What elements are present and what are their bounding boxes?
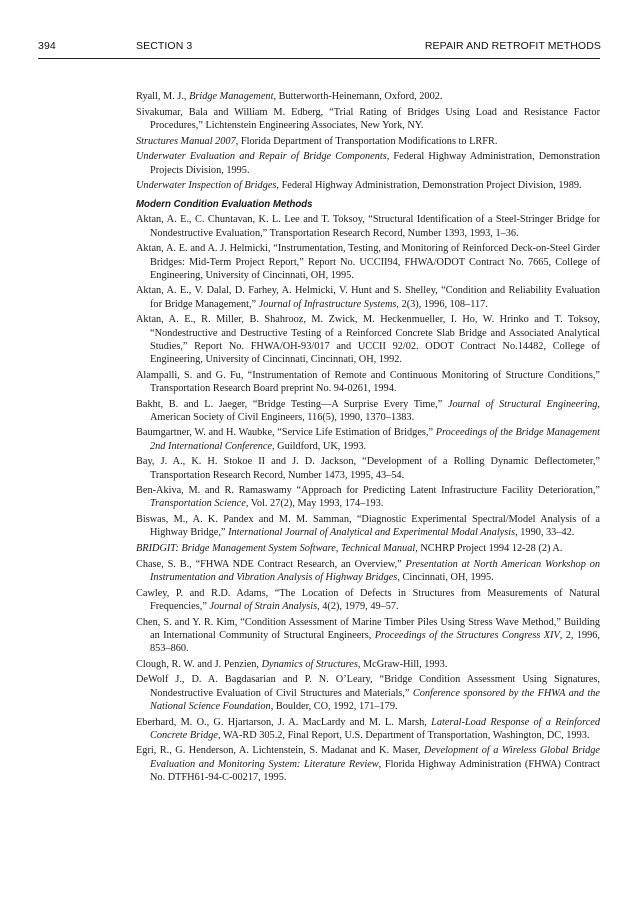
reference-entry bbox=[136, 658, 600, 671]
reference-details: , American Society of Civil Engineers, 116(5), 1990, 1370–1383. bbox=[150, 398, 600, 423]
page-number: 394 bbox=[38, 40, 56, 52]
reference-entry bbox=[136, 616, 600, 656]
reference-entry bbox=[136, 426, 600, 452]
reference-details: , 1990, 33–42. bbox=[515, 527, 575, 539]
chapter-title: REPAIR AND RETROFIT METHODS bbox=[424, 40, 601, 52]
reference-text: Aktan, A. E., C. Chuntavan, K. L. Lee and T. Toksoy, “Structural Identification of a Steel-Stringer Bridge for Nondestructive Evaluation,” Transportation Research Record, Number 1393, 1993, 1–36. bbox=[136, 214, 600, 239]
reference-text: Alampalli, S. and G. Fu, “Instrumentation of Remote and Continuous Monitoring of Structure Conditions,” Transportation Research Board preprint No. 94-0261, 1994. bbox=[136, 369, 600, 394]
reference-entry bbox=[136, 513, 600, 539]
reference-entry bbox=[136, 484, 600, 510]
reference-text: Bay, J. A., K. H. Stokoe II and J. D. Jackson, “Development of a Rolling Dynamic Deflectometer,” Transportation Research Record, Number 1473, 1995, 43–54. bbox=[136, 456, 600, 481]
reference-entry bbox=[136, 284, 600, 310]
reference-details: , Florida Department of Transportation Modifications to LRFR. bbox=[235, 135, 498, 147]
reference-entry bbox=[136, 135, 600, 148]
reference-text: Cawley, P. and R.D. Adams, “The Location of Defects in Structures from Measurements of Natural Frequencies,” bbox=[136, 587, 600, 612]
header-rule bbox=[38, 58, 600, 59]
reference-entry bbox=[136, 106, 600, 132]
section-subheading: Modern Condition Evaluation Methods bbox=[136, 198, 313, 211]
reference-details: , Federal Highway Administration, Demonstration Projects Division, 1995. bbox=[150, 151, 600, 176]
reference-entry bbox=[136, 744, 600, 784]
reference-title: Journal of Structural Engineering bbox=[447, 398, 598, 410]
reference-details: , Guildford, UK, 1993. bbox=[272, 440, 367, 452]
reference-text: Chase, S. B., “FHWA NDE Contract Research, an Overview,” bbox=[136, 558, 406, 570]
reference-title: Structures Manual 2007 bbox=[136, 135, 236, 147]
reference-title: Transportation Science bbox=[150, 498, 246, 510]
reference-title: Development of a Wireless Global Bridge Evaluation and Monitoring System: Literature Review bbox=[150, 745, 600, 770]
reference-details: , 2(3), 1996, 108–117. bbox=[396, 298, 488, 310]
reference-text: Chen, S. and Y. R. Kim, “Condition Assessment of Marine Timber Piles Using Stress Wave Method,” Building an International Community of Structural Engineers, bbox=[136, 616, 600, 641]
reference-title: Journal of Strain Analysis bbox=[209, 600, 318, 612]
reference-entry bbox=[136, 587, 600, 613]
reference-text: Biswas, M., A. K. Pandex and M. M. Samman, “Diagnostic Experimental Spectral/Model Analysis of a Highway Bridge,” bbox=[136, 514, 600, 539]
reference-entry bbox=[136, 313, 600, 366]
reference-text: Egri, R., G. Henderson, A. Lichtenstein, S. Madanat and K. Maser, bbox=[136, 745, 424, 757]
reference-details: , McGraw-Hill, 1993. bbox=[357, 658, 448, 670]
reference-entry bbox=[136, 716, 600, 742]
reference-text: Bakht, B. and L. Jaeger, “Bridge Testing—A Surprise Every Time,” bbox=[136, 398, 448, 410]
reference-details: , Cincinnati, OH, 1995. bbox=[397, 572, 494, 583]
reference-text: Baumgartner, W. and H. Waubke, “Service Life Estimation of Bridges,” bbox=[136, 427, 436, 439]
reference-text: Aktan, A. E., V. Dalal, D. Farhey, A. Helmicki, V. Hunt and S. Shelley, “Condition and Reliability Evaluation for Bridge Management,” bbox=[136, 285, 600, 310]
reference-title: Bridge Management bbox=[189, 91, 274, 102]
reference-text: Clough, R. W. and J. Penzien, bbox=[136, 658, 262, 670]
reference-details: , WA-RD 305.2, Final Report, U.S. Department of Transportation, Washington, DC, 1993. bbox=[217, 729, 590, 741]
reference-title: Underwater Evaluation and Repair of Bridge Components bbox=[136, 151, 387, 163]
running-header bbox=[0, 40, 641, 60]
reference-entry bbox=[136, 542, 600, 555]
reference-entry bbox=[136, 213, 600, 239]
reference-title: Presentation at North American Workshop on Instrumentation and Vibration Analysis of Highway Bridges bbox=[150, 558, 600, 583]
reference-details: , Butterworth-Heinemann, Oxford, 2002. bbox=[273, 91, 443, 102]
reference-text: DeWolf J., D. A. Bagdasarian and P. N. O’Leary, “Bridge Condition Assessment Using Signatures, Nondestructive Evaluation of Civil Structures and Materials,” bbox=[136, 674, 600, 699]
reference-title: Conference sponsored by the FHWA and the National Science Foundation bbox=[150, 687, 600, 712]
reference-details: , 2, 1996, 853–860. bbox=[150, 629, 600, 655]
reference-title: Lateral-Load Response of a Reinforced Concrete Bridge bbox=[150, 716, 600, 741]
reference-text: Aktan, A. E. and A. J. Helmicki, “Instrumentation, Testing, and Monitoring of Reinforced Deck-on-Steel Girder Bridges: Mid-Term Project Report,” Report No. UCCII94, FHWA/ODOT Contract No. 7665, College of Engineering, University of Cincinnati, OH, 1995. bbox=[136, 243, 600, 281]
references-group-2 bbox=[136, 213, 600, 784]
reference-title: Journal of Infrastructure Systems bbox=[258, 298, 397, 310]
reference-entry bbox=[136, 558, 600, 584]
reference-title: Dynamics of Structures bbox=[261, 658, 358, 670]
reference-list bbox=[136, 90, 600, 787]
reference-title: Proceedings of the Structures Congress XIV bbox=[374, 629, 560, 641]
reference-title: Proceedings of the Bridge Management 2nd International Conference bbox=[150, 427, 600, 452]
reference-text: Ryall, M. J., bbox=[136, 91, 190, 102]
reference-details: , Federal Highway Administration, Demonstration Project Division, 1989. bbox=[276, 180, 582, 192]
reference-title: Underwater Inspection of Bridges bbox=[136, 180, 277, 192]
reference-entry bbox=[136, 150, 600, 176]
reference-entry bbox=[136, 673, 600, 713]
reference-title: International Journal of Analytical and Experimental Modal Analysis bbox=[228, 527, 516, 539]
reference-entry bbox=[136, 242, 600, 282]
reference-details: , NCHRP Project 1994 12-28 (2) A. bbox=[415, 543, 563, 555]
reference-text: Ben-Akiva, M. and R. Ramaswamy “Approach for Predicting Latent Infrastructure Facility Deterioration,” bbox=[136, 485, 600, 497]
references-group-1 bbox=[136, 90, 600, 192]
reference-details: , Vol. 27(2), May 1993, 174–193. bbox=[245, 498, 384, 510]
reference-text: Eberhard, M. O., G. Hjartarson, J. A. MacLardy and M. L. Marsh, bbox=[136, 716, 432, 728]
reference-details: , 4(2), 1979, 49–57. bbox=[317, 600, 399, 612]
reference-entry bbox=[136, 90, 600, 103]
reference-entry bbox=[136, 455, 600, 481]
reference-text: Sivakumar, Bala and William M. Edberg, “Trial Rating of Bridges Using Load and Resistance Factor Procedures,” Lichtenstein Engineering Associates, New York, NY. bbox=[136, 106, 600, 131]
reference-entry bbox=[136, 369, 600, 395]
reference-entry bbox=[136, 398, 600, 424]
reference-text: Aktan, A. E., R. Miller, B. Shahrooz, M. Zwick, M. Heckenmueller, I. Ho, W. Hrinko and T. Toksoy, “Nondestructive and Destructive Testing of a Reinforced Concrete Slab Bridge and Associated Analytical Studies,” Report No. FHWA/OH-93/017 and UCCII 92/02. ODOT Contract No.14482, College of Engineering, University of Cincinnati, Cincinnati, OH, 1992. bbox=[136, 314, 600, 365]
section-label: SECTION 3 bbox=[136, 40, 193, 52]
reference-title: BRIDGIT: Bridge Management System Software, Technical Manual bbox=[136, 543, 416, 555]
reference-details: , Florida Highway Administration (FHWA) Contract No. DTFH61-94-C-00217, 1995. bbox=[150, 758, 600, 783]
reference-details: , Boulder, CO, 1992, 171–179. bbox=[270, 700, 398, 712]
reference-entry bbox=[136, 179, 600, 192]
